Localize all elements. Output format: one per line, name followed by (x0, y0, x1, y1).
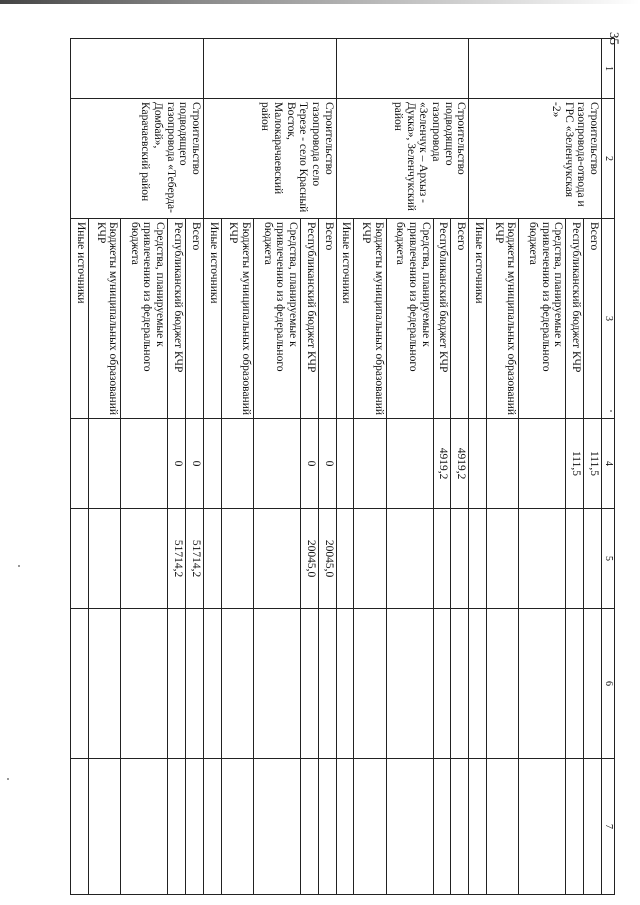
source-cell: Бюджеты муниципальных образований КЧР (487, 219, 519, 419)
empty-cell (354, 609, 386, 759)
value-cell (519, 419, 566, 509)
empty-cell (89, 609, 121, 759)
value-cell: 51714,2 (185, 509, 203, 609)
value-cell (71, 509, 89, 609)
empty-cell (386, 609, 433, 759)
funding-table (70, 38, 615, 895)
source-cell: Средства, планируемые к привлечению из федерального бюджета (254, 219, 301, 419)
value-cell (386, 509, 433, 609)
empty-cell (168, 759, 186, 895)
empty-cell (386, 759, 433, 895)
source-cell: Республиканский бюджет КЧР (300, 219, 318, 419)
source-cell: Иные источники (336, 219, 354, 419)
source-cell: Бюджеты муниципальных образований КЧР (89, 219, 121, 419)
empty-cell (168, 609, 186, 759)
empty-cell (121, 759, 168, 895)
value-cell (254, 509, 301, 609)
col-7-header: 7 (602, 759, 615, 895)
col-6-header: 6 (602, 609, 615, 759)
empty-cell (71, 759, 89, 895)
project-name: Строительство подводящего газопровода «Теберда-Домбай», Карачаевский район (71, 99, 204, 219)
empty-cell (433, 609, 451, 759)
empty-cell (336, 759, 354, 895)
scan-speck (18, 565, 20, 567)
empty-cell (469, 759, 487, 895)
table-row (318, 39, 336, 895)
value-cell (354, 419, 386, 509)
empty-cell (584, 609, 602, 759)
value-cell: 0 (318, 419, 336, 509)
empty-cell (584, 759, 602, 895)
value-cell (584, 509, 602, 609)
project-name: Строительство газопровода село Терезе - село Красный Восток, Малокарачаевский район (203, 99, 336, 219)
value-cell (221, 509, 253, 609)
value-cell (336, 419, 354, 509)
col-5-header: 5 (602, 509, 615, 609)
table-row (451, 39, 469, 895)
value-cell: 51714,2 (168, 509, 186, 609)
empty-cell (566, 609, 584, 759)
scan-speck (7, 778, 9, 780)
value-cell: 111,5 (584, 419, 602, 509)
empty-cell (71, 609, 89, 759)
value-cell (566, 509, 584, 609)
source-cell: Республиканский бюджет КЧР (168, 219, 186, 419)
empty-cell (318, 609, 336, 759)
value-cell (433, 509, 451, 609)
source-cell: Республиканский бюджет КЧР (566, 219, 584, 419)
empty-cell (451, 759, 469, 895)
table-row (584, 39, 602, 895)
empty-cell (89, 759, 121, 895)
value-cell (121, 509, 168, 609)
empty-cell (203, 759, 221, 895)
value-cell (71, 419, 89, 509)
source-cell: Иные источники (71, 219, 89, 419)
value-cell (89, 509, 121, 609)
col-2-header: 2 (602, 99, 615, 219)
row-number-cell (469, 39, 602, 99)
scan-top-edge (0, 0, 640, 4)
value-cell: 0 (300, 419, 318, 509)
source-cell: Иные источники (469, 219, 487, 419)
value-cell (89, 419, 121, 509)
empty-cell (121, 609, 168, 759)
value-cell (451, 509, 469, 609)
empty-cell (487, 609, 519, 759)
source-cell: Всего (584, 219, 602, 419)
empty-cell (203, 609, 221, 759)
value-cell (487, 419, 519, 509)
value-cell (386, 419, 433, 509)
empty-cell (336, 609, 354, 759)
source-cell: Всего (185, 219, 203, 419)
empty-cell (185, 609, 203, 759)
source-cell: Всего (318, 219, 336, 419)
value-cell: 4919,2 (451, 419, 469, 509)
table-row (185, 39, 203, 895)
empty-cell (300, 609, 318, 759)
empty-cell (433, 759, 451, 895)
row-number-cell (336, 39, 469, 99)
value-cell (203, 509, 221, 609)
scan-speck (610, 410, 612, 412)
project-name: Строительство подводящего газопровода «Зеленчук – Архыз - Дукка», Зеленчукский район (336, 99, 469, 219)
value-cell: 0 (168, 419, 186, 509)
value-cell: 4919,2 (433, 419, 451, 509)
value-cell (519, 509, 566, 609)
col-3-header: 3 (602, 219, 615, 419)
column-number-row (602, 39, 615, 895)
value-cell: 20045,0 (318, 509, 336, 609)
source-cell: Республиканский бюджет КЧР (433, 219, 451, 419)
empty-cell (451, 609, 469, 759)
value-cell (121, 419, 168, 509)
empty-cell (221, 759, 253, 895)
empty-cell (519, 759, 566, 895)
value-cell: 20045,0 (300, 509, 318, 609)
empty-cell (519, 609, 566, 759)
value-cell (221, 419, 253, 509)
empty-cell (254, 759, 301, 895)
value-cell (254, 419, 301, 509)
value-cell (487, 509, 519, 609)
empty-cell (254, 609, 301, 759)
row-number-cell (203, 39, 336, 99)
source-cell: Бюджеты муниципальных образований КЧР (221, 219, 253, 419)
source-cell: Средства, планируемые к привлечению из федерального бюджета (121, 219, 168, 419)
rotated-table-container (70, 38, 615, 894)
row-number-cell (71, 39, 204, 99)
page-number: 35 (607, 32, 622, 45)
empty-cell (318, 759, 336, 895)
col-4-header: 4 (602, 419, 615, 509)
source-cell: Всего (451, 219, 469, 419)
empty-cell (469, 609, 487, 759)
project-name: Строительство газопровода-отвода и ГРС «Зеленчукская -2» (469, 99, 602, 219)
value-cell (203, 419, 221, 509)
source-cell: Средства, планируемые к привлечению из федерального бюджета (386, 219, 433, 419)
empty-cell (487, 759, 519, 895)
empty-cell (185, 759, 203, 895)
value-cell: 111,5 (566, 419, 584, 509)
value-cell (354, 509, 386, 609)
empty-cell (300, 759, 318, 895)
source-cell: Бюджеты муниципальных образований КЧР (354, 219, 386, 419)
source-cell: Средства, планируемые к привлечению из федерального бюджета (519, 219, 566, 419)
source-cell: Иные источники (203, 219, 221, 419)
empty-cell (354, 759, 386, 895)
value-cell (469, 509, 487, 609)
col-1-header: 1 (602, 39, 615, 99)
value-cell (469, 419, 487, 509)
value-cell: 0 (185, 419, 203, 509)
empty-cell (221, 609, 253, 759)
value-cell (336, 509, 354, 609)
empty-cell (566, 759, 584, 895)
